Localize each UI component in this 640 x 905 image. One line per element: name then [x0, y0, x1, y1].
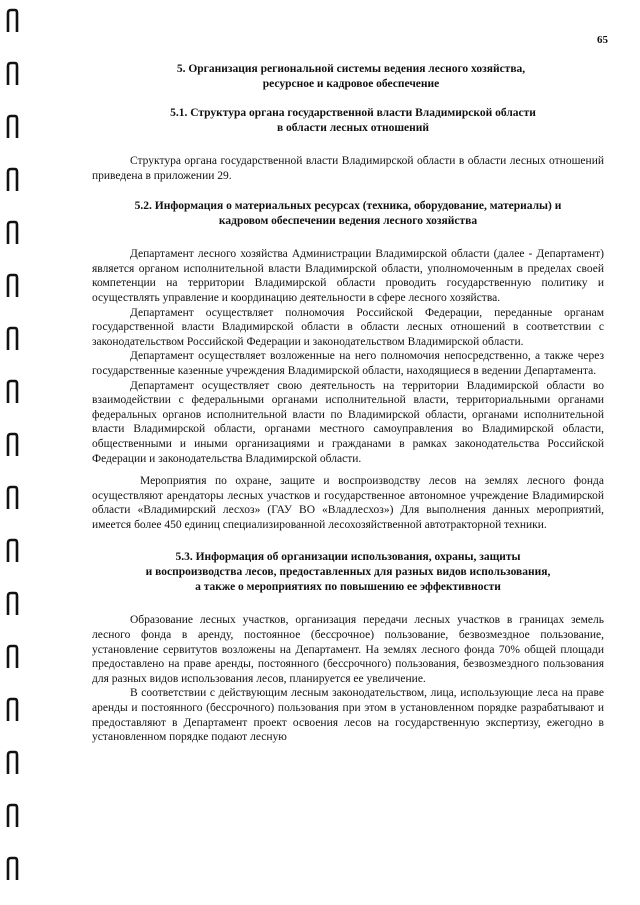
binding-hole-mark [8, 328, 17, 350]
binding-hole-mark [8, 169, 17, 191]
binding-hole-mark [8, 646, 17, 668]
heading-line: и воспроизводства лесов, предоставленных для разных видов использования, [145, 566, 551, 579]
binding-hole-mark [8, 434, 17, 456]
section-5-heading [98, 62, 604, 92]
heading-line: 5.3. Информация об организации использования, охраны, защиты [175, 551, 521, 564]
heading-line: ресурсное и кадровое обеспечение [262, 78, 440, 90]
binding-holes [4, 0, 20, 905]
section-5-2-body [92, 247, 604, 532]
binding-hole-mark [8, 116, 17, 138]
binding-hole-mark [8, 593, 17, 615]
binding-hole-mark [8, 381, 17, 403]
heading-line: в области лесных отношений [276, 122, 430, 134]
section-5-2-heading [92, 199, 604, 229]
binding-hole-mark [8, 699, 17, 721]
binding-hole-mark [8, 10, 17, 32]
binding-hole-mark [8, 540, 17, 562]
binding-hole-mark [8, 752, 17, 774]
binding-hole-mark [8, 222, 17, 244]
paragraph: Департамент осуществляет возложенные на него полномочия непосредственно, а также через государственные казенные учреждения Владимирской области, находящиеся в ведении Департамента. [92, 350, 604, 377]
paragraph: Департамент лесного хозяйства Администрации Владимирской области (далее - Департамент) является органом исполнительной власти Владимирской области, уполномоченным в пределах своей компетенции на территории Владимирской области проводить государственную политику и осуществлять управление и координацию деятельности в сфере лесного хозяйства. [92, 248, 604, 304]
section-5-3-body [92, 613, 604, 744]
heading-line: а также о мероприятиях по повышению ее эффективности [195, 581, 501, 594]
section-5-1-text: Структура органа государственной власти Владимирской области в области лесных отношений приведена в приложении 29. [92, 155, 604, 182]
paragraph: Департамент осуществляет свою деятельность на территории Владимирской области во взаимодействии с федеральными органами исполнительной власти, территориальными органами федеральных органов исполнительной власти по Владимирской области, органами исполнительной власти Владимирской области, органами местного самоуправления во Владимирской области, общественными и иными организациями и гражданами в рамках законодательства Российской Федерации и законодательства Владимирской области. [92, 379, 604, 465]
paragraph: В соответствии с действующим лесным законодательством, лица, использующие леса на праве аренды и постоянного (бессрочного) пользования при этом в установленном порядке разрабатывают и предоставляют в Департамент проект освоения лесов на государственную экспертизу, ежегодно в установленном порядке подают лесную [92, 687, 604, 744]
page-content [92, 62, 604, 745]
paragraph: Образование лесных участков, организация передачи лесных участков в границах земель лесного фонда в аренду, постоянное (бессрочное) пользование, безвозмездное пользование, установление сервитутов возложены на Департамент. На землях лесного фонда 70% общей площади предоставлено на праве аренды, постоянного (бессрочного) пользования, безвозмездного пользования для разных видов использования лесов, планируется ее увеличение. [92, 614, 604, 685]
paragraph: Департамент осуществляет полномочия Российской Федерации, переданные органам государственной власти Владимирской области в области лесных отношений в соответствии с законодательством Российской Федерации и законодательством Владимирской области. [92, 306, 604, 348]
section-5-3-heading [92, 550, 604, 595]
heading-line: 5. Организация региональной системы ведения лесного хозяйства, [176, 63, 526, 75]
binding-hole-mark [8, 805, 17, 827]
page-number: 65 [597, 34, 608, 46]
binding-hole-mark [8, 275, 17, 297]
binding-hole-mark [8, 63, 17, 85]
binding-hole-mark [8, 487, 17, 509]
heading-line: 5.2. Информация о материальных ресурсах (техника, оборудование, материалы) и [134, 200, 562, 213]
paragraph: Мероприятия по охране, защите и воспроизводству лесов на землях лесного фонда осуществляют арендаторы лесных участков и государственное автономное учреждение Владимирской области «Владимирский лесхоз» (ГАУ ВО «Владлесхоз») Для выполнения данных мероприятий, имеется более 450 единиц специализированной лесохозяйственной автотракторной техники. [92, 475, 604, 531]
section-5-1-heading [102, 106, 604, 136]
binding-hole-mark [8, 858, 17, 880]
heading-line: 5.1. Структура органа государственной власти Владимирской области [170, 107, 536, 119]
heading-line: кадровом обеспечении ведения лесного хозяйства [218, 215, 478, 228]
